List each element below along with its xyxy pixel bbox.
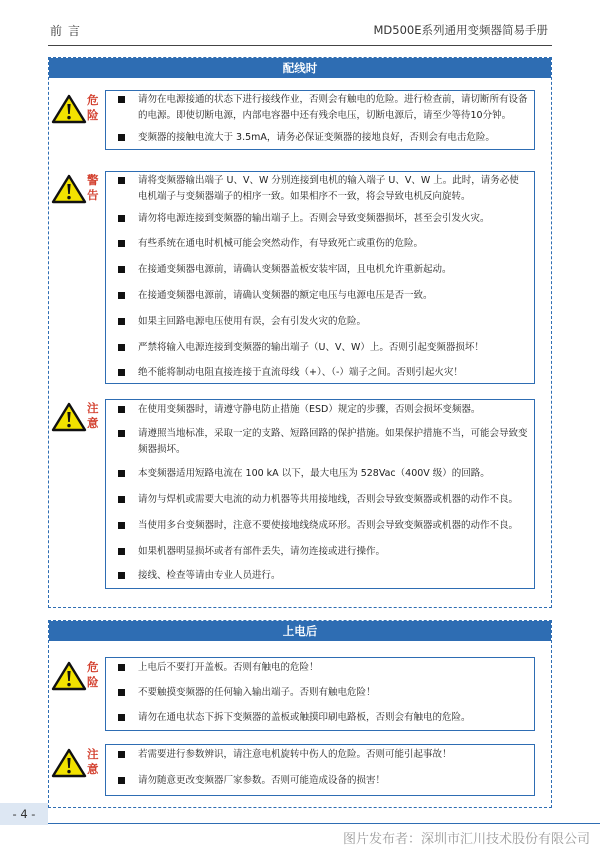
item-text: 当使用多台变频器时，注意不要使接地线绕成环形。否则会导致变频器或机器的动作不良。 [138, 520, 519, 531]
bullet-icon [118, 689, 125, 696]
bullet-icon [118, 751, 125, 758]
item-text: 上电后不要打开盖板。否则有触电的危险！ [138, 662, 319, 673]
danger-box [105, 657, 535, 731]
bullet-icon [118, 664, 125, 671]
wiring-panel-title: 配线时 [49, 58, 551, 78]
publisher-credit: 图片发布者：深圳市汇川技术股份有限公司 [342, 832, 590, 847]
bullet-icon [118, 318, 125, 325]
power-on-panel [48, 620, 552, 808]
danger-label: 危险 [87, 93, 99, 122]
header-divider [48, 45, 552, 46]
item-text: 在使用变频器时，请遵守静电防止措施（ESD）规定的步骤，否则会损坏变频器。 [138, 404, 481, 415]
footer-divider [48, 823, 600, 824]
bullet-icon [118, 369, 125, 376]
item-text: 请勿在电源接通的状态下进行接线作业，否则会有触电的危险。进行检查前，请切断所有设备的电源。即使切断电源，内部电容器中还有残余电压，切断电源后，请至少等待10分钟。 [138, 94, 528, 121]
item-text: 接线、检查等请由专业人员进行。 [138, 570, 281, 581]
item-text: 不要触摸变频器的任何输入输出端子。否则有触电危险！ [138, 687, 376, 698]
item-text: 如果主回路电源电压使用有误，会有引发火灾的危险。 [138, 316, 367, 327]
caution-label: 注意 [87, 401, 99, 430]
bullet-icon [118, 215, 125, 222]
item-text: 请遵照当地标准，采取一定的支路、短路回路的保护措施。如果保护措施不当，可能会导致变频器损坏。 [138, 428, 528, 455]
warning-triangle-icon [51, 402, 87, 432]
bullet-icon [118, 548, 125, 555]
danger-label: 危险 [87, 660, 99, 689]
item-text: 如果机器明显损坏或者有部件丢失，请勿连接或进行操作。 [138, 546, 386, 557]
bullet-icon [118, 177, 125, 184]
warning-triangle-icon [51, 94, 87, 124]
bullet-icon [118, 134, 125, 141]
page-number: - 4 - [0, 803, 48, 825]
item-text: 请勿在通电状态下拆下变频器的盖板或触摸印刷电路板，否则会有触电的危险。 [138, 712, 471, 723]
item-text: 请将变频器输出端子 U、V、W 分别连接到电机的输入端子 U、V、W 上。此时，请务必使电机端子与变频器端子的相序一致。如果相序不一致，将会导致电机反向旋转。 [138, 175, 519, 202]
bullet-icon [118, 292, 125, 299]
header-right: MD500E系列通用变频器简易手册 [373, 23, 548, 37]
bullet-icon [118, 406, 125, 413]
item-text: 变频器的接触电流大于 3.5mA，请务必保证变频器的接地良好，否则会有电击危险。 [138, 132, 495, 143]
bullet-icon [118, 240, 125, 247]
wiring-panel [48, 57, 552, 608]
header-left: 前言 [50, 24, 87, 38]
item-text: 在接通变频器电源前，请确认变频器盖板安装牢固，且电机允许重新起动。 [138, 264, 452, 275]
bullet-icon [118, 572, 125, 579]
bullet-icon [118, 344, 125, 351]
bullet-icon [118, 777, 125, 784]
item-text: 请勿将电源连接到变频器的输出端子上。否则会导致变频器损坏，甚至会引发火灾。 [138, 213, 490, 224]
bullet-icon [118, 496, 125, 503]
caution-label: 注意 [87, 747, 99, 776]
bullet-icon [118, 430, 125, 437]
caution-box [105, 399, 535, 589]
warning-triangle-icon [51, 661, 87, 691]
item-text: 请勿与焊机或需要大电流的动力机器等共用接地线，否则会导致变频器或机器的动作不良。 [138, 494, 519, 505]
warning-label: 警告 [87, 173, 99, 202]
power-on-panel-title: 上电后 [49, 621, 551, 641]
item-text: 请勿随意更改变频器厂家参数。否则可能造成设备的损害！ [138, 775, 386, 786]
warning-box [105, 171, 535, 384]
bullet-icon [118, 96, 125, 103]
item-text: 绝不能将制动电阻直接连接于直流母线（+）、（-）端子之间。否则引起火灾！ [138, 367, 463, 378]
bullet-icon [118, 522, 125, 529]
item-text: 若需要进行参数辨识，请注意电机旋转中伤人的危险。否则可能引起事故！ [138, 749, 452, 760]
caution-box [105, 744, 535, 796]
warning-triangle-icon [51, 174, 87, 204]
item-text: 在接通变频器电源前，请确认变频器的额定电压与电源电压是否一致。 [138, 290, 433, 301]
item-text: 本变频器适用短路电流在 100 kA 以下，最大电压为 528Vac（400V 级）的回路。 [138, 468, 490, 479]
bullet-icon [118, 470, 125, 477]
bullet-icon [118, 714, 125, 721]
danger-box [105, 90, 535, 150]
item-text: 有些系统在通电时机械可能会突然动作，有导致死亡或重伤的危险。 [138, 238, 424, 249]
warning-triangle-icon [51, 748, 87, 778]
bullet-icon [118, 266, 125, 273]
item-text: 严禁将输入电源连接到变频器的输出端子（U、V、W）上。否则引起变频器损坏！ [138, 342, 484, 353]
